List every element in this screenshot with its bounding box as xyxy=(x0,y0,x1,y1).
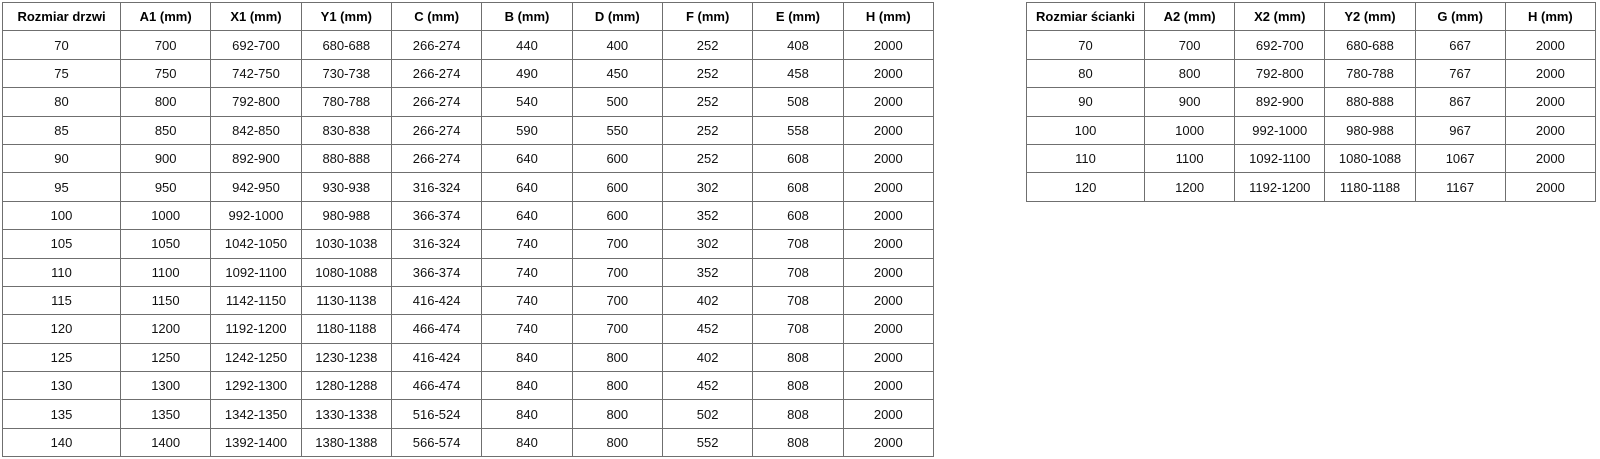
table-cell: 352 xyxy=(662,258,752,286)
table-row xyxy=(3,315,934,343)
table-cell: 867 xyxy=(1415,88,1505,116)
table-cell: 600 xyxy=(572,173,662,201)
table-cell: 2000 xyxy=(1505,88,1595,116)
table-cell: 692-700 xyxy=(1235,31,1325,59)
table-cell: 740 xyxy=(482,230,572,258)
table-cell: 252 xyxy=(662,31,752,59)
table-cell: 708 xyxy=(753,315,843,343)
table-cell: 800 xyxy=(121,88,211,116)
table-cell: 502 xyxy=(662,400,752,428)
table-cell: 740 xyxy=(482,258,572,286)
table-cell: 1350 xyxy=(121,400,211,428)
table-cell: 700 xyxy=(121,31,211,59)
table-cell: 700 xyxy=(572,315,662,343)
table-cell: 466-474 xyxy=(391,372,481,400)
column-header: G (mm) xyxy=(1415,3,1505,31)
table-cell: 892-900 xyxy=(211,144,301,172)
table-cell: 700 xyxy=(572,258,662,286)
table-cell: 266-274 xyxy=(391,59,481,87)
table-cell: 600 xyxy=(572,201,662,229)
table-row xyxy=(1027,144,1596,172)
table-cell: 90 xyxy=(1027,88,1145,116)
column-header: X1 (mm) xyxy=(211,3,301,31)
table-cell: 316-324 xyxy=(391,230,481,258)
column-header: F (mm) xyxy=(662,3,752,31)
table-row xyxy=(3,144,934,172)
table-row xyxy=(1027,59,1596,87)
table-cell: 700 xyxy=(1145,31,1235,59)
table-cell: 780-788 xyxy=(1325,59,1415,87)
table-row xyxy=(1027,173,1596,201)
table-cell: 742-750 xyxy=(211,59,301,87)
table-cell: 1150 xyxy=(121,286,211,314)
table-cell: 252 xyxy=(662,88,752,116)
table-cell: 120 xyxy=(3,315,121,343)
column-header: Y2 (mm) xyxy=(1325,3,1415,31)
wall-size-table xyxy=(1026,2,1596,202)
table-cell: 95 xyxy=(3,173,121,201)
table-cell: 708 xyxy=(753,230,843,258)
table-cell: 490 xyxy=(482,59,572,87)
table-cell: 980-988 xyxy=(301,201,391,229)
table-cell: 115 xyxy=(3,286,121,314)
table-cell: 1030-1038 xyxy=(301,230,391,258)
table-row xyxy=(1027,88,1596,116)
table-cell: 608 xyxy=(753,201,843,229)
table-cell: 2000 xyxy=(843,201,933,229)
table-cell: 100 xyxy=(3,201,121,229)
table-row xyxy=(3,258,934,286)
table-cell: 2000 xyxy=(843,315,933,343)
table-cell: 1100 xyxy=(1145,144,1235,172)
table-cell: 1142-1150 xyxy=(211,286,301,314)
table-row xyxy=(3,173,934,201)
column-header: E (mm) xyxy=(753,3,843,31)
table-cell: 1400 xyxy=(121,428,211,456)
table-cell: 808 xyxy=(753,400,843,428)
table-cell: 2000 xyxy=(843,372,933,400)
table-cell: 850 xyxy=(121,116,211,144)
table-cell: 967 xyxy=(1415,116,1505,144)
table-cell: 100 xyxy=(1027,116,1145,144)
table-cell: 980-988 xyxy=(1325,116,1415,144)
table-cell: 667 xyxy=(1415,31,1505,59)
table-cell: 780-788 xyxy=(301,88,391,116)
column-header: Y1 (mm) xyxy=(301,3,391,31)
table-cell: 1042-1050 xyxy=(211,230,301,258)
table-cell: 2000 xyxy=(843,343,933,371)
table-cell: 840 xyxy=(482,343,572,371)
table-row xyxy=(3,59,934,87)
table-cell: 2000 xyxy=(843,144,933,172)
table-cell: 830-838 xyxy=(301,116,391,144)
table-cell: 90 xyxy=(3,144,121,172)
table-cell: 680-688 xyxy=(1325,31,1415,59)
table-cell: 466-474 xyxy=(391,315,481,343)
table-cell: 2000 xyxy=(1505,59,1595,87)
table-cell: 992-1000 xyxy=(1235,116,1325,144)
table-cell: 892-900 xyxy=(1235,88,1325,116)
table-cell: 1180-1188 xyxy=(301,315,391,343)
table-cell: 2000 xyxy=(843,88,933,116)
table-row xyxy=(3,201,934,229)
table-cell: 600 xyxy=(572,144,662,172)
table-cell: 590 xyxy=(482,116,572,144)
table-cell: 708 xyxy=(753,258,843,286)
table-cell: 402 xyxy=(662,286,752,314)
table-cell: 2000 xyxy=(843,428,933,456)
table-cell: 266-274 xyxy=(391,144,481,172)
table-cell: 808 xyxy=(753,372,843,400)
table-cell: 800 xyxy=(1145,59,1235,87)
door-table-header-row xyxy=(3,3,934,31)
table-cell: 416-424 xyxy=(391,286,481,314)
table-cell: 1342-1350 xyxy=(211,400,301,428)
table-cell: 366-374 xyxy=(391,258,481,286)
table-row xyxy=(1027,31,1596,59)
table-cell: 75 xyxy=(3,59,121,87)
table-cell: 500 xyxy=(572,88,662,116)
table-cell: 800 xyxy=(572,372,662,400)
table-cell: 1280-1288 xyxy=(301,372,391,400)
table-cell: 566-574 xyxy=(391,428,481,456)
table-cell: 2000 xyxy=(1505,116,1595,144)
table-cell: 640 xyxy=(482,173,572,201)
door-size-table xyxy=(2,2,934,457)
table-cell: 2000 xyxy=(1505,144,1595,172)
table-cell: 740 xyxy=(482,286,572,314)
table-cell: 452 xyxy=(662,372,752,400)
table-cell: 1380-1388 xyxy=(301,428,391,456)
table-cell: 540 xyxy=(482,88,572,116)
table-cell: 808 xyxy=(753,343,843,371)
table-cell: 930-938 xyxy=(301,173,391,201)
table-cell: 1050 xyxy=(121,230,211,258)
table-cell: 80 xyxy=(3,88,121,116)
table-cell: 302 xyxy=(662,230,752,258)
table-cell: 1330-1338 xyxy=(301,400,391,428)
table-cell: 1080-1088 xyxy=(1325,144,1415,172)
table-cell: 352 xyxy=(662,201,752,229)
table-cell: 2000 xyxy=(843,230,933,258)
table-cell: 408 xyxy=(753,31,843,59)
table-cell: 608 xyxy=(753,144,843,172)
table-cell: 942-950 xyxy=(211,173,301,201)
table-cell: 302 xyxy=(662,173,752,201)
table-row xyxy=(3,400,934,428)
table-cell: 105 xyxy=(3,230,121,258)
table-cell: 316-324 xyxy=(391,173,481,201)
table-cell: 692-700 xyxy=(211,31,301,59)
table-cell: 458 xyxy=(753,59,843,87)
table-cell: 2000 xyxy=(843,116,933,144)
table-cell: 1230-1238 xyxy=(301,343,391,371)
table-cell: 110 xyxy=(3,258,121,286)
table-cell: 1200 xyxy=(121,315,211,343)
table-cell: 1250 xyxy=(121,343,211,371)
table-cell: 2000 xyxy=(843,31,933,59)
table-cell: 1167 xyxy=(1415,173,1505,201)
column-header: H (mm) xyxy=(1505,3,1595,31)
table-cell: 1092-1100 xyxy=(211,258,301,286)
column-header: A1 (mm) xyxy=(121,3,211,31)
table-cell: 792-800 xyxy=(1235,59,1325,87)
table-cell: 1067 xyxy=(1415,144,1505,172)
table-cell: 708 xyxy=(753,286,843,314)
table-cell: 2000 xyxy=(1505,173,1595,201)
table-cell: 700 xyxy=(572,286,662,314)
table-cell: 900 xyxy=(1145,88,1235,116)
table-cell: 400 xyxy=(572,31,662,59)
table-cell: 140 xyxy=(3,428,121,456)
table-cell: 2000 xyxy=(843,173,933,201)
table-cell: 2000 xyxy=(843,59,933,87)
table-cell: 1000 xyxy=(121,201,211,229)
table-cell: 1292-1300 xyxy=(211,372,301,400)
column-header: C (mm) xyxy=(391,3,481,31)
table-cell: 808 xyxy=(753,428,843,456)
table-cell: 792-800 xyxy=(211,88,301,116)
table-cell: 416-424 xyxy=(391,343,481,371)
table-cell: 452 xyxy=(662,315,752,343)
table-cell: 880-888 xyxy=(301,144,391,172)
table-cell: 508 xyxy=(753,88,843,116)
table-cell: 80 xyxy=(1027,59,1145,87)
table-cell: 608 xyxy=(753,173,843,201)
table-cell: 680-688 xyxy=(301,31,391,59)
column-header: Rozmiar ścianki xyxy=(1027,3,1145,31)
table-cell: 1000 xyxy=(1145,116,1235,144)
table-cell: 1092-1100 xyxy=(1235,144,1325,172)
table-row xyxy=(3,116,934,144)
table-cell: 700 xyxy=(572,230,662,258)
table-cell: 1242-1250 xyxy=(211,343,301,371)
column-header: Rozmiar drzwi xyxy=(3,3,121,31)
table-cell: 1300 xyxy=(121,372,211,400)
table-row xyxy=(3,372,934,400)
table-cell: 1200 xyxy=(1145,173,1235,201)
table-cell: 1192-1200 xyxy=(1235,173,1325,201)
table-cell: 550 xyxy=(572,116,662,144)
table-cell: 1392-1400 xyxy=(211,428,301,456)
table-row xyxy=(3,230,934,258)
column-header: D (mm) xyxy=(572,3,662,31)
table-cell: 120 xyxy=(1027,173,1145,201)
table-cell: 516-524 xyxy=(391,400,481,428)
table-cell: 800 xyxy=(572,343,662,371)
table-cell: 2000 xyxy=(1505,31,1595,59)
table-cell: 640 xyxy=(482,144,572,172)
table-cell: 840 xyxy=(482,372,572,400)
table-cell: 842-850 xyxy=(211,116,301,144)
table-cell: 1130-1138 xyxy=(301,286,391,314)
table-row xyxy=(3,88,934,116)
table-cell: 266-274 xyxy=(391,31,481,59)
table-row xyxy=(3,31,934,59)
table-cell: 266-274 xyxy=(391,116,481,144)
table-cell: 558 xyxy=(753,116,843,144)
column-header: X2 (mm) xyxy=(1235,3,1325,31)
table-cell: 750 xyxy=(121,59,211,87)
column-header: B (mm) xyxy=(482,3,572,31)
table-row xyxy=(3,343,934,371)
table-cell: 450 xyxy=(572,59,662,87)
table-cell: 730-738 xyxy=(301,59,391,87)
table-cell: 125 xyxy=(3,343,121,371)
table-cell: 70 xyxy=(3,31,121,59)
column-header: H (mm) xyxy=(843,3,933,31)
table-cell: 552 xyxy=(662,428,752,456)
table-cell: 2000 xyxy=(843,286,933,314)
table-cell: 2000 xyxy=(843,400,933,428)
table-cell: 1080-1088 xyxy=(301,258,391,286)
table-cell: 800 xyxy=(572,428,662,456)
table-cell: 740 xyxy=(482,315,572,343)
table-cell: 440 xyxy=(482,31,572,59)
table-row xyxy=(3,428,934,456)
table-cell: 85 xyxy=(3,116,121,144)
table-row xyxy=(1027,116,1596,144)
table-cell: 70 xyxy=(1027,31,1145,59)
table-cell: 640 xyxy=(482,201,572,229)
table-cell: 252 xyxy=(662,144,752,172)
table-cell: 900 xyxy=(121,144,211,172)
table-cell: 135 xyxy=(3,400,121,428)
table-cell: 840 xyxy=(482,428,572,456)
table-cell: 366-374 xyxy=(391,201,481,229)
table-cell: 130 xyxy=(3,372,121,400)
table-cell: 266-274 xyxy=(391,88,481,116)
table-cell: 252 xyxy=(662,59,752,87)
table-row xyxy=(3,286,934,314)
table-cell: 767 xyxy=(1415,59,1505,87)
table-cell: 402 xyxy=(662,343,752,371)
table-cell: 992-1000 xyxy=(211,201,301,229)
table-cell: 1100 xyxy=(121,258,211,286)
table-cell: 800 xyxy=(572,400,662,428)
wall-table-body xyxy=(1027,31,1596,201)
table-cell: 110 xyxy=(1027,144,1145,172)
table-cell: 840 xyxy=(482,400,572,428)
table-cell: 950 xyxy=(121,173,211,201)
table-cell: 252 xyxy=(662,116,752,144)
door-table-body xyxy=(3,31,934,457)
column-header: A2 (mm) xyxy=(1145,3,1235,31)
table-cell: 2000 xyxy=(843,258,933,286)
table-cell: 880-888 xyxy=(1325,88,1415,116)
table-cell: 1192-1200 xyxy=(211,315,301,343)
table-cell: 1180-1188 xyxy=(1325,173,1415,201)
wall-table-header-row xyxy=(1027,3,1596,31)
